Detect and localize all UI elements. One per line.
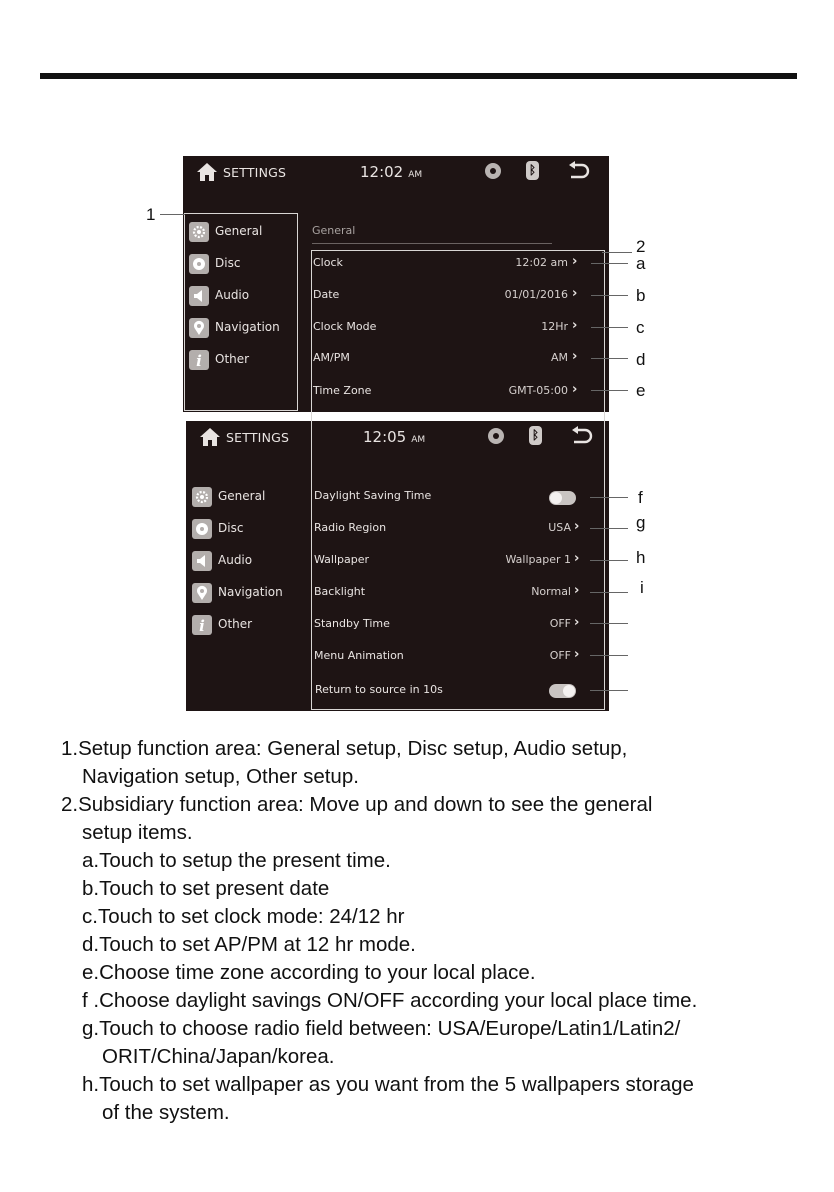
subsidiary-function-area-box xyxy=(311,250,605,710)
callout-a: a xyxy=(636,254,646,273)
nav-label: Navigation xyxy=(218,585,283,599)
home-icon[interactable] xyxy=(196,162,218,182)
callout-f: f xyxy=(638,488,643,507)
section-title: General xyxy=(312,224,356,237)
leader-line-h xyxy=(590,560,628,561)
callout-e: e xyxy=(636,381,646,400)
text-line-5: a.Touch to setup the present time. xyxy=(82,849,391,872)
text-line-2: Navigation setup, Other setup. xyxy=(82,765,359,788)
text-line-4: setup items. xyxy=(82,821,193,844)
nav-label: Disc xyxy=(218,521,244,535)
chevron-right-icon: › xyxy=(574,647,580,662)
svg-text:i: i xyxy=(199,617,205,635)
nav-label: Disc xyxy=(215,256,241,270)
row-value: AM xyxy=(550,351,568,364)
leader-line-2 xyxy=(602,252,632,253)
callout-d: d xyxy=(636,350,646,369)
callout-c: c xyxy=(636,318,645,337)
setup-function-area-box xyxy=(184,213,298,411)
callout-b: b xyxy=(636,286,646,305)
nav-label: General xyxy=(215,224,263,238)
row-label: Clock Mode xyxy=(313,320,377,333)
leader-line-return xyxy=(590,690,628,691)
chevron-right-icon: › xyxy=(572,318,578,333)
settings-title: SETTINGS xyxy=(223,165,287,180)
row-label: Menu Animation xyxy=(314,649,404,662)
text-line-9: e.Choose time zone according to your local place. xyxy=(82,961,536,984)
leader-line-a xyxy=(591,263,628,264)
bluetooth-icon[interactable]: ᛒ xyxy=(526,161,539,180)
nav-label: Navigation xyxy=(215,320,280,334)
row-value: 12Hr xyxy=(541,320,568,333)
text-line-1: 1.Setup function area: General setup, Disc setup, Audio setup, xyxy=(61,737,628,760)
row-label: Date xyxy=(313,288,340,301)
row-label: Wallpaper xyxy=(314,553,370,566)
text-line-13: h.Touch to set wallpaper as you want from the 5 wallpapers storage xyxy=(82,1073,694,1096)
callout-2: 2 xyxy=(636,237,646,256)
disc-icon[interactable] xyxy=(485,163,501,179)
row-label: Return to source in 10s xyxy=(315,683,443,696)
text-line-7: c.Touch to set clock mode: 24/12 hr xyxy=(82,905,405,928)
leader-line-menu-animation xyxy=(590,655,628,656)
leader-line-1 xyxy=(160,214,185,215)
callout-1: 1 xyxy=(146,205,156,224)
leader-line-i xyxy=(590,592,628,593)
callout-i: i xyxy=(640,578,644,597)
clock-time: 12:02 xyxy=(360,163,404,181)
clock-ampm: AM xyxy=(408,170,423,180)
clock-display xyxy=(360,163,422,181)
settings-title: SETTINGS xyxy=(226,430,290,445)
text-line-3: 2.Subsidiary function area: Move up and down to see the general xyxy=(61,793,653,816)
leader-line-e xyxy=(591,390,628,391)
row-label: Daylight Saving Time xyxy=(314,489,432,502)
row-value: Wallpaper 1 xyxy=(505,553,571,566)
row-label: Standby Time xyxy=(314,617,390,630)
callout-h: h xyxy=(636,548,646,567)
row-label: Clock xyxy=(313,256,343,269)
text-line-6: b.Touch to set present date xyxy=(82,877,330,900)
chevron-right-icon: › xyxy=(572,286,578,301)
section-divider xyxy=(312,243,552,244)
clock-ampm: AM xyxy=(411,435,426,445)
text-line-8: d.Touch to set AP/PM at 12 hr mode. xyxy=(82,933,416,956)
leader-line-g xyxy=(590,528,628,529)
row-value: 12:02 am xyxy=(515,256,568,269)
text-line-10: f .Choose daylight savings ON/OFF according your local place time. xyxy=(82,989,698,1012)
row-value: 01/01/2016 xyxy=(504,288,568,301)
chevron-right-icon: › xyxy=(572,349,578,364)
row-value: Normal xyxy=(531,585,571,598)
text-line-12: ORIT/China/Japan/korea. xyxy=(102,1045,335,1068)
leader-line-b xyxy=(591,295,628,296)
svg-text:i: i xyxy=(196,352,202,370)
chevron-right-icon: › xyxy=(574,519,580,534)
nav-label: Audio xyxy=(215,288,250,302)
row-label: Time Zone xyxy=(313,384,372,397)
row-label: Backlight xyxy=(314,585,366,598)
text-line-14: of the system. xyxy=(102,1101,230,1124)
leader-line-standby xyxy=(590,623,628,624)
home-icon[interactable] xyxy=(199,427,221,447)
leader-line-c xyxy=(591,327,628,328)
nav-label: Audio xyxy=(218,553,253,567)
chevron-right-icon: › xyxy=(574,551,580,566)
status-bar xyxy=(183,156,609,190)
row-value: OFF xyxy=(549,649,571,662)
row-value: OFF xyxy=(549,617,571,630)
chevron-right-icon: › xyxy=(572,254,578,269)
top-rule xyxy=(40,73,797,79)
chevron-right-icon: › xyxy=(574,583,580,598)
nav-label: Other xyxy=(218,617,253,631)
chevron-right-icon: › xyxy=(572,382,578,397)
back-icon[interactable] xyxy=(566,160,590,182)
row-value: USA xyxy=(548,521,571,534)
bluetooth-icon[interactable]: ᛒ xyxy=(529,426,542,445)
nav-label: General xyxy=(218,489,266,503)
leader-line-d xyxy=(591,358,628,359)
row-label: Radio Region xyxy=(314,521,387,534)
chevron-right-icon: › xyxy=(574,615,580,630)
clock-time: 12:05 xyxy=(363,428,407,446)
row-label: AM/PM xyxy=(313,351,350,364)
nav-label: Other xyxy=(215,352,250,366)
leader-line-f xyxy=(590,497,628,498)
callout-g: g xyxy=(636,513,646,532)
row-value: GMT-05:00 xyxy=(508,384,568,397)
text-line-11: g.Touch to choose radio field between: USA/Europe/Latin1/Latin2/ xyxy=(82,1017,681,1040)
